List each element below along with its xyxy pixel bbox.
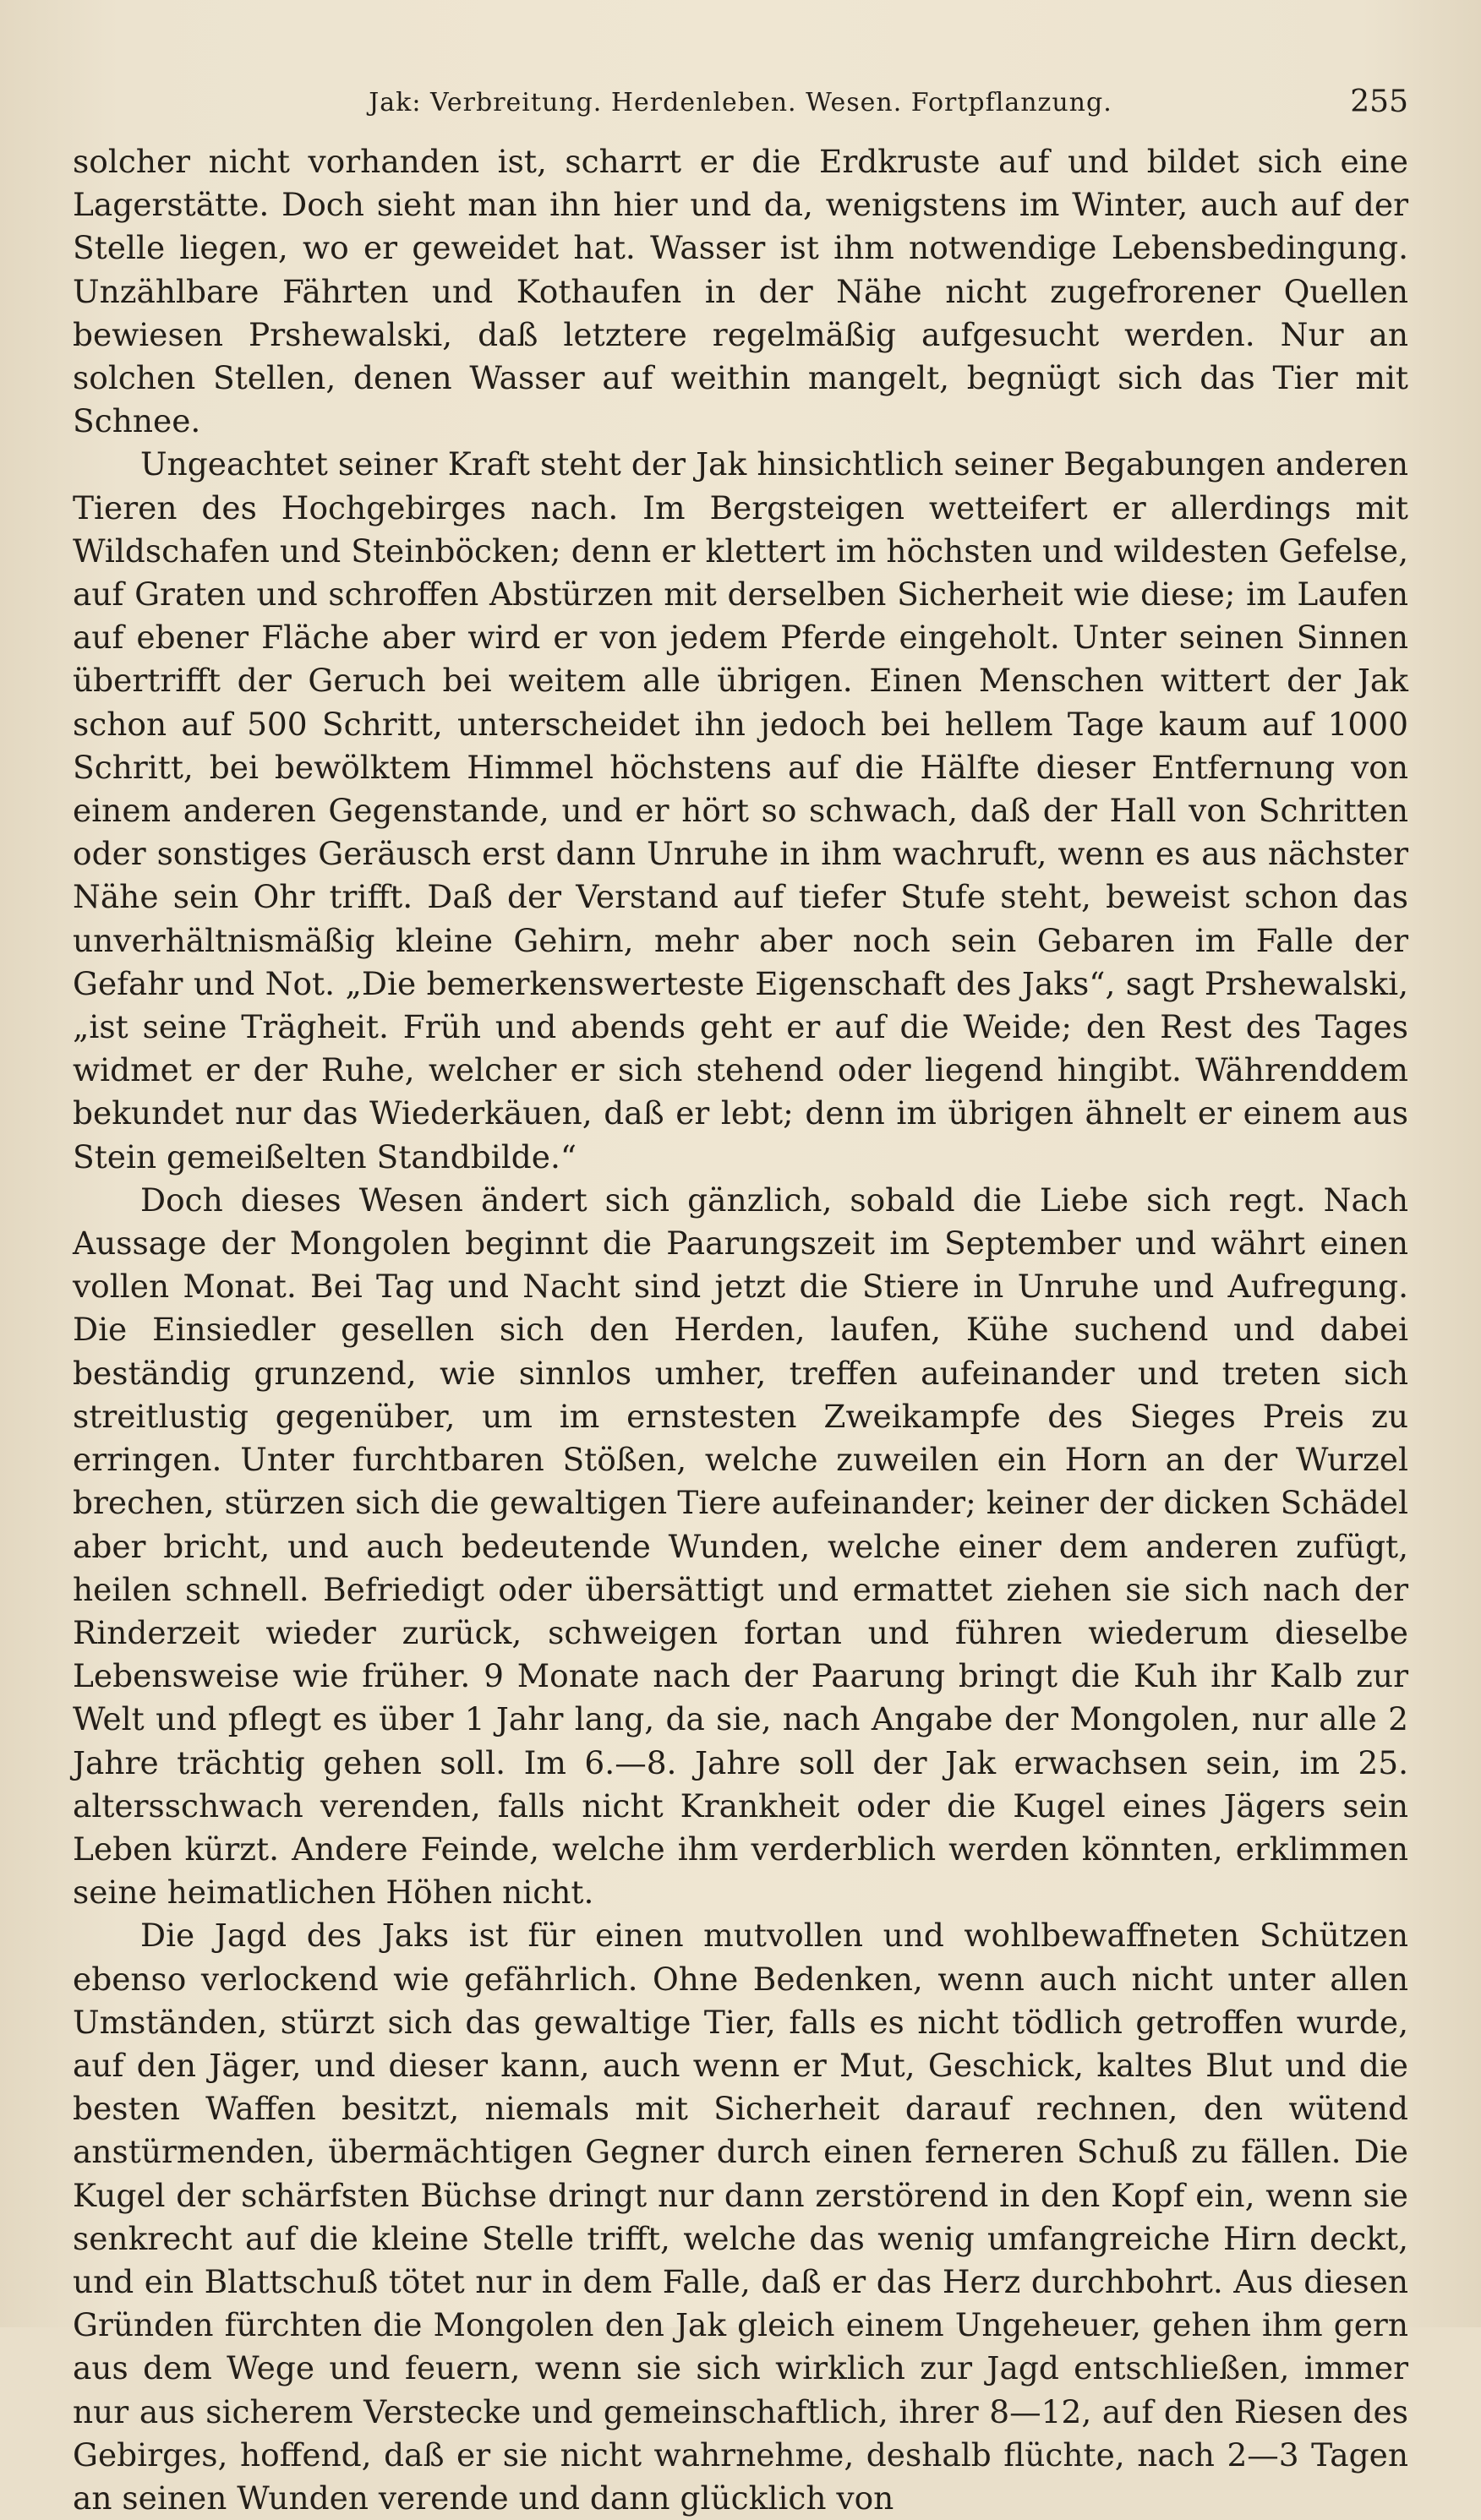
paragraph: Ungeachtet seiner Kraft steht der Jak hinsichtlich seiner Begabungen anderen Tieren des Hochgebirges nach. Im Bergsteigen wetteifert er allerdings mit Wildschafen und Steinböcken; denn er klettert im höchsten und wildesten Gefelse, auf Graten und schroffen Abstürzen mit derselben Sicherheit wie diese; im Laufen auf ebener Fläche aber wird er von jedem Pferde eingeholt. Unter seinen Sinnen übertrifft der Geruch bei weitem alle übrigen. Einen Menschen wittert der Jak schon auf 500 Schritt, unterscheidet ihn jedoch bei hellem Tage kaum auf 1000 Schritt, bei bewölktem Himmel höchstens auf die Hälfte dieser Entfernung von einem anderen Gegenstande, und er hört so schwach, daß der Hall von Schritten oder sonstiges Geräusch erst dann Unruhe in ihm wachruft, wenn es aus nächster Nähe sein Ohr trifft. Daß der Verstand auf tiefer Stufe steht, beweist schon das unverhältnismäßig kleine Gehirn, mehr aber noch sein Gebaren im Falle der Gefahr und Not. „Die bemerkenswerteste Eigenschaft des Jaks“, sagt Prshewalski, „ist seine Trägheit. Früh und abends geht er auf die Weide; den Rest des Tages widmet er der Ruhe, welcher er sich stehend oder liegend hingibt. Währenddem bekundet nur das Wiederkäuen, daß er lebt; denn im übrigen ähnelt er einem aus Stein gemeißelten Standbilde.“: [73, 445, 1408, 1175]
paragraph: Doch dieses Wesen ändert sich gänzlich, sobald die Liebe sich regt. Nach Aussage der Mongolen beginnt die Paarungszeit im September und währt einen vollen Monat. Bei Tag und Nacht sind jetzt die Stiere in Unruhe und Aufregung. Die Einsiedler gesellen sich den Herden, laufen, Kühe suchend und dabei beständig grunzend, wie sinnlos umher, treffen aufeinander und treten sich streitlustig gegenüber, um im ernstesten Zweikampfe des Sieges Preis zu erringen. Unter furchtbaren Stößen, welche zuweilen ein Horn an der Wurzel brechen, stürzen sich die gewaltigen Tiere aufeinander; keiner der dicken Schädel aber bricht, und auch bedeutende Wunden, welche einer dem anderen zufügt, heilen schnell. Befriedigt oder übersättigt und ermattet ziehen sie sich nach der Rinderzeit wieder zurück, schweigen fortan und führen wiederum dieselbe Lebensweise wie früher. 9 Monate nach der Paarung bringt die Kuh ihr Kalb zur Welt und pflegt es über 1 Jahr lang, da sie, nach Angabe der Mongolen, nur alle 2 Jahre trächtig gehen soll. Im 6.—8. Jahre soll der Jak erwachsen sein, im 25. altersschwach verenden, falls nicht Krankheit oder die Kugel eines Jägers sein Leben kürzt. Andere Feinde, welche ihm verderblich werden könnten, erklimmen seine heimatlichen Höhen nicht.: [73, 1181, 1408, 1912]
paragraph: Die Jagd des Jaks ist für einen mutvollen und wohlbewaffneten Schützen ebenso verlockend wie gefährlich. Ohne Bedenken, wenn auch nicht unter allen Umständen, stürzt sich das gewaltige Tier, falls es nicht tödlich getroffen wurde, auf den Jäger, und dieser kann, auch wenn er Mut, Geschick, kaltes Blut und die besten Waffen besitzt, niemals mit Sicherheit darauf rechnen, den wütend anstürmenden, übermächtigen Gegner durch einen ferneren Schuß zu fällen. Die Kugel der schärfsten Büchse dringt nur dann zerstörend in den Kopf ein, wenn sie senkrecht auf die kleine Stelle trifft, welche das wenig umfangreiche Hirn deckt, und ein Blattschuß tötet nur in dem Falle, daß er das Herz durchbohrt. Aus diesen Gründen fürchten die Mongolen den Jak gleich einem Ungeheuer, gehen ihm gern aus dem Wege und feuern, wenn sie sich wirklich zur Jagd entschließen, immer nur aus sicherem Verstecke und gemeinschaftlich, ihrer 8—12, auf den Riesen des Gebirges, hoffend, daß er sie nicht wahrnehme, deshalb flüchte, nach 2—3 Tagen an seinen Wunden verende und dann glücklich von: [73, 1917, 1408, 2517]
page-number: 255: [1350, 85, 1408, 119]
running-title: Jak: Verbreitung. Herdenleben. Wesen. Fortpflanzung.: [369, 88, 1112, 117]
paragraph-continued: solcher nicht vorhanden ist, scharrt er die Erdkruste auf und bildet sich eine Lagerstätte. Doch sieht man ihn hier und da, wenigstens im Winter, auch auf der Stelle liegen, wo er geweidet hat. Wasser ist ihm notwendige Lebensbedingung. Unzählbare Fährten und Kothaufen in der Nähe nicht zugefrorener Quellen bewiesen Prshewalski, daß letztere regelmäßig aufgesucht werden. Nur an solchen Stellen, denen Wasser auf weithin mangelt, begnügt sich das Tier mit Schnee.: [73, 143, 1408, 440]
running-header: [73, 85, 1408, 127]
body-text: [73, 140, 1408, 2520]
